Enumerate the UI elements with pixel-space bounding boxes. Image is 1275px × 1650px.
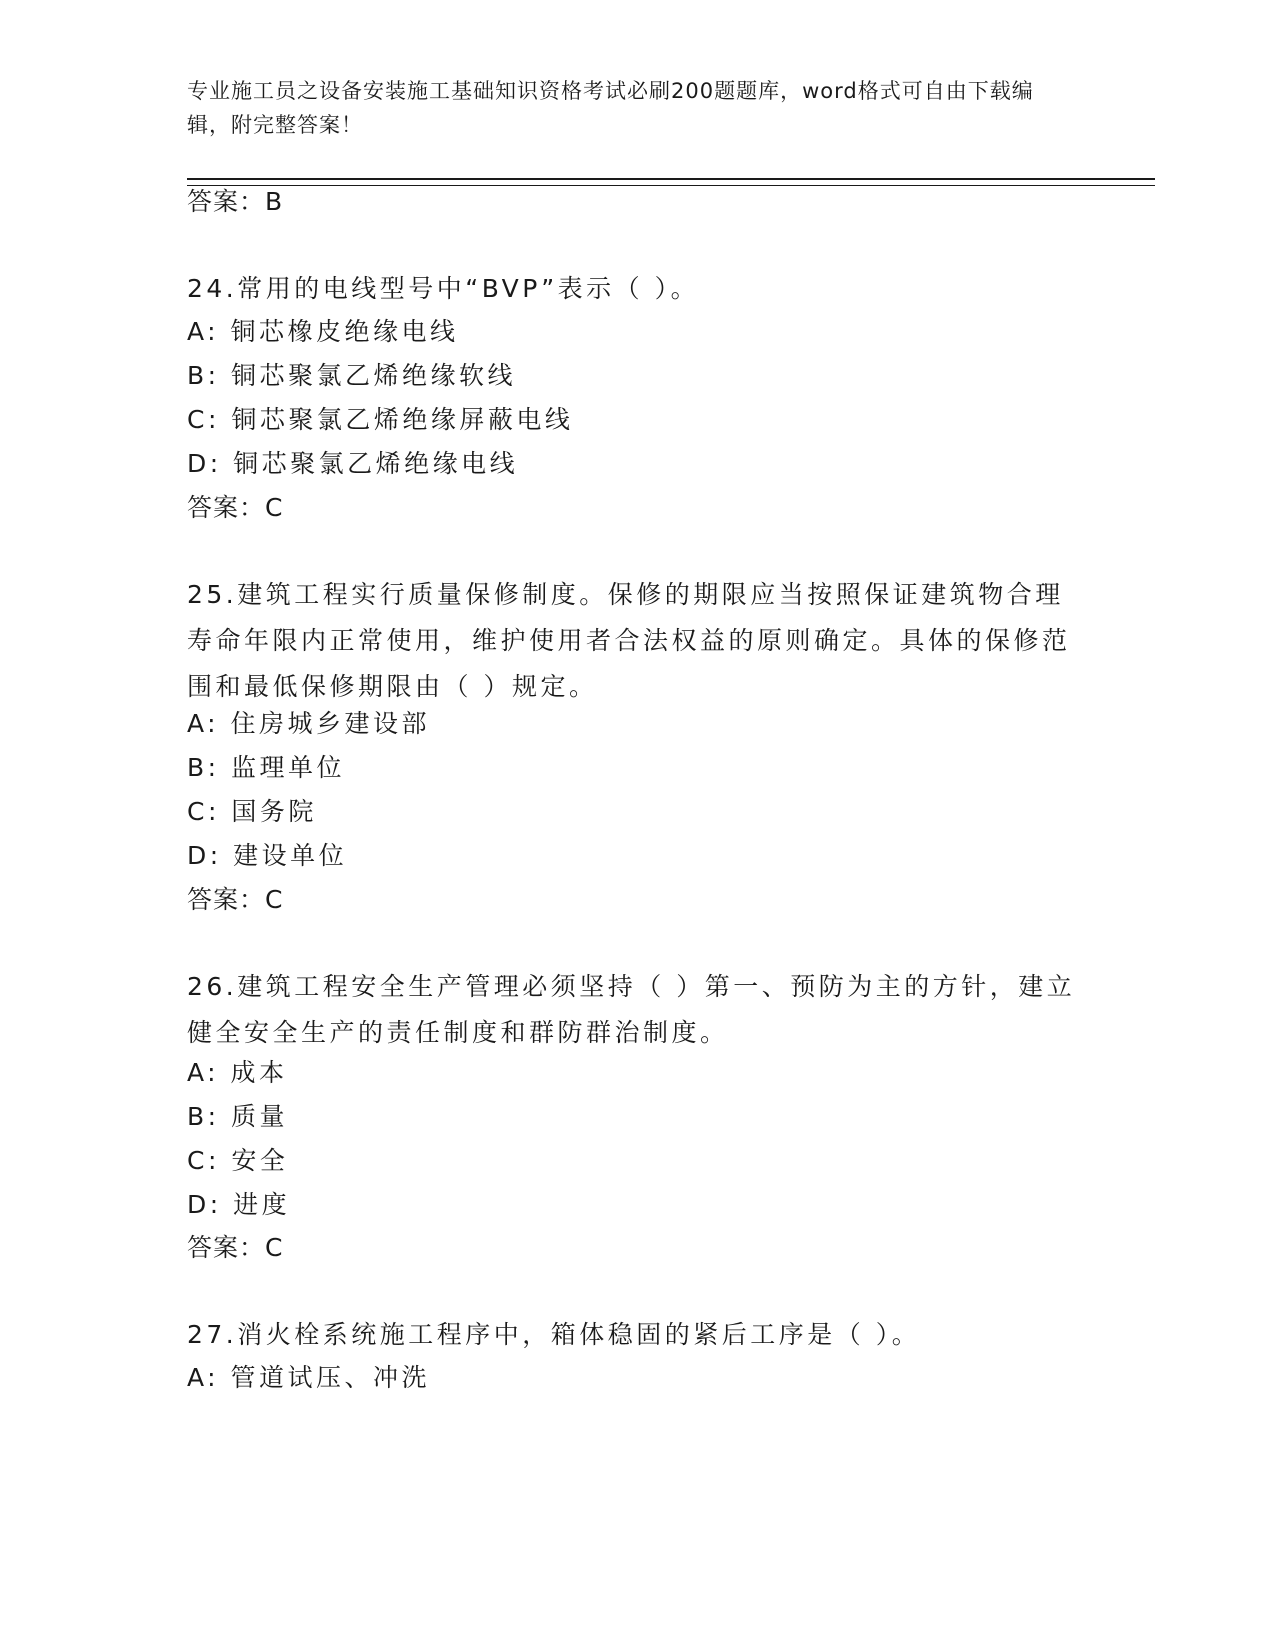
answer-q25: 答案：C — [187, 885, 284, 914]
question-24-option-b: B: 铜芯聚氯乙烯绝缘软线 — [187, 361, 517, 390]
question-25-option-b: B: 监理单位 — [187, 753, 346, 782]
question-25-option-c: C: 国务院 — [187, 797, 317, 826]
answer-q23: 答案：B — [187, 187, 284, 216]
question-25-option-d: D: 建设单位 — [187, 841, 348, 870]
question-26-option-a: A: 成本 — [187, 1058, 288, 1087]
header-divider — [187, 178, 1155, 186]
question-26-option-b: B: 质量 — [187, 1102, 289, 1131]
answer-q24: 答案：C — [187, 493, 284, 522]
question-27-option-a: A: 管道试压、冲洗 — [187, 1363, 431, 1392]
question-24-text: 24.常用的电线型号中“BVP”表示（ ）。 — [187, 274, 700, 303]
question-26-option-d: D: 进度 — [187, 1190, 291, 1219]
question-25-option-a: A: 住房城乡建设部 — [187, 709, 431, 738]
question-27-text: 27.消火栓系统施工程序中，箱体稳固的紧后工序是（ ）。 — [187, 1320, 921, 1349]
answer-q26: 答案：C — [187, 1233, 284, 1262]
document-header-text: 专业施工员之设备安装施工基础知识资格考试必刷200题题库，word格式可自由下载编辑，附完整答案！ — [187, 79, 1034, 137]
question-26-text: 26.建筑工程安全生产管理必须坚持（ ）第一、预防为主的方针，建立健全安全生产的责任制度和群防群治制度。 — [187, 972, 1076, 1047]
question-24-option-a: A: 铜芯橡皮绝缘电线 — [187, 317, 459, 346]
question-24-option-c: C: 铜芯聚氯乙烯绝缘屏蔽电线 — [187, 405, 574, 434]
question-24-option-d: D: 铜芯聚氯乙烯绝缘电线 — [187, 449, 519, 478]
question-25-text: 25.建筑工程实行质量保修制度。保修的期限应当按照保证建筑物合理寿命年限内正常使用，维护使用者合法权益的原则确定。具体的保修范围和最低保修期限由（ ）规定。 — [187, 580, 1071, 701]
question-26-option-c: C: 安全 — [187, 1146, 289, 1175]
